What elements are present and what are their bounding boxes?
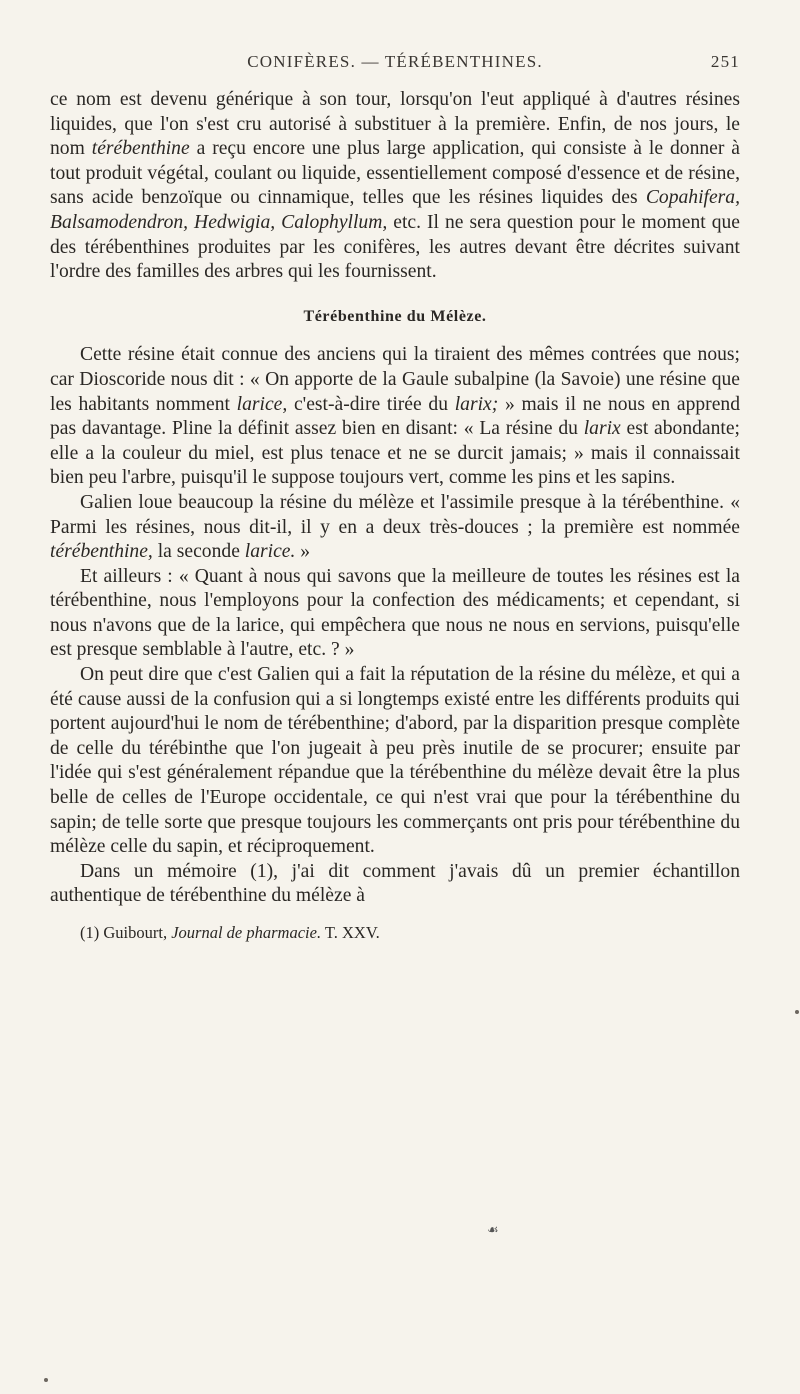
- paragraph: [50, 343, 740, 491]
- section-paragraphs: [50, 343, 740, 909]
- text-run: ce nom est devenu générique à son tour, lorsqu'on l'eut appliqué à d'autres résines liquides, que l'on s'est cru autorisé à substituer à la première. Enfin, de nos jours, le nom: [50, 89, 740, 160]
- footnote-source: Journal de pharmacie.: [171, 923, 322, 942]
- text-run: c'est-à-dire tirée du: [287, 393, 455, 415]
- italic-text: larice.: [244, 541, 296, 563]
- footnote-volume: T. XXV.: [324, 923, 380, 942]
- paragraph: [50, 88, 740, 285]
- paragraph: [50, 860, 740, 909]
- italic-text: larice,: [236, 393, 288, 415]
- text-run: Dans un mémoire (1), j'ai dit comment j'avais dû un premier échantillon authentique de térébenthine du mélèze à: [50, 860, 740, 907]
- paragraph: [50, 663, 740, 860]
- text-run: On peut dire que c'est Galien qui a fait la réputation de la résine du mélèze, et qui a été cause aussi de la confusion qui a si longtemps existé entre les différents produits qui portent aujourd'hui le nom de térébenthine; d'abord, par la disparition presque complète de celle du térébinthe que l'on jugeait à peu près inutile de se procurer; ensuite par l'idée qui s'est généralement répandue que la térébenthine du mélèze devait être la plus belle de celles de l'Europe occidentale, ce qui n'est vrai que pour la térébenthine du sapin; de telle sorte que presque toujours les commerçants ont pris pour térébenthine du mélèze celle du sapin, et réciproquement.: [50, 664, 740, 858]
- text-run: a reçu encore une plus large application, qui consiste à le donner à tout produit végétal, coulant ou liquide, essentiellement composé d'essence et de résine, sans acide benzoïque ou cinnamique, telles que les résines liquides des: [50, 138, 740, 209]
- footnote-marker: (1): [80, 923, 100, 942]
- running-head: [50, 52, 740, 88]
- section-title: Térébenthine du Mélèze.: [303, 307, 487, 325]
- text-run: »: [295, 541, 311, 563]
- body-text: [50, 88, 740, 909]
- italic-text: larix: [583, 418, 621, 440]
- ornament-glyph: ☙: [487, 1223, 499, 1238]
- paragraph: [50, 491, 740, 565]
- paragraph: [50, 565, 740, 663]
- italic-text: larix;: [454, 393, 499, 415]
- running-head-title: CONIFÈRES. — TÉRÉBENTHINES.: [247, 52, 543, 71]
- text-run: etc. Il ne sera question pour le moment que des térébenthines produites par les conifères, les autres devant être décrites suivant l'ordre des familles des arbres qui les fournissent.: [50, 211, 740, 283]
- italic-text: Copahifera, Balsamodendron, Hedwigia, Calophyllum,: [50, 187, 740, 233]
- intro-paragraphs: [50, 88, 740, 285]
- book-page: [50, 52, 740, 943]
- print-speck: [44, 1378, 48, 1382]
- text-run: Galien loue beaucoup la résine du mélèze et l'assimile presque à la térébenthine. « Parmi les résines, nous dit-il, il y en a deux très-douces ; la première est nommée: [50, 491, 740, 538]
- text-run: est abondante; elle a la couleur du miel, est plus tenace et ne se durcit jamais; » mais il connaissait bien peu l'arbre, puisqu'il le suppose toujours vert, comme les pins et les sapins.: [50, 418, 740, 489]
- print-speck: [795, 1010, 799, 1014]
- text-run: Cette résine était connue des anciens qui la tiraient des mêmes contrées que nous; car Dioscoride nous dit : « On apporte de la Gaule subalpine (la Savoie) une résine que les habitants nomment: [50, 344, 740, 415]
- text-run: Et ailleurs : « Quant à nous qui savons que la meilleure de toutes les résines est la térébenthine, nous l'employons pour la confection des médicaments; et cependant, si nous n'avons que de la larice, qui empêchera que nous ne nous en servions, puisqu'elle est presque semblable à l'autre, etc. ? »: [50, 565, 740, 661]
- page-number: 251: [710, 52, 740, 71]
- text-run: » mais il ne nous en apprend pas davantage. Pline la définit assez bien en disant: « La résine du: [50, 393, 740, 440]
- italic-text: térébenthine,: [50, 541, 153, 563]
- text-run: la seconde: [152, 541, 245, 563]
- footnote-author: Guibourt,: [103, 923, 168, 942]
- footnote: [50, 923, 740, 943]
- italic-text: térébenthine: [91, 138, 190, 160]
